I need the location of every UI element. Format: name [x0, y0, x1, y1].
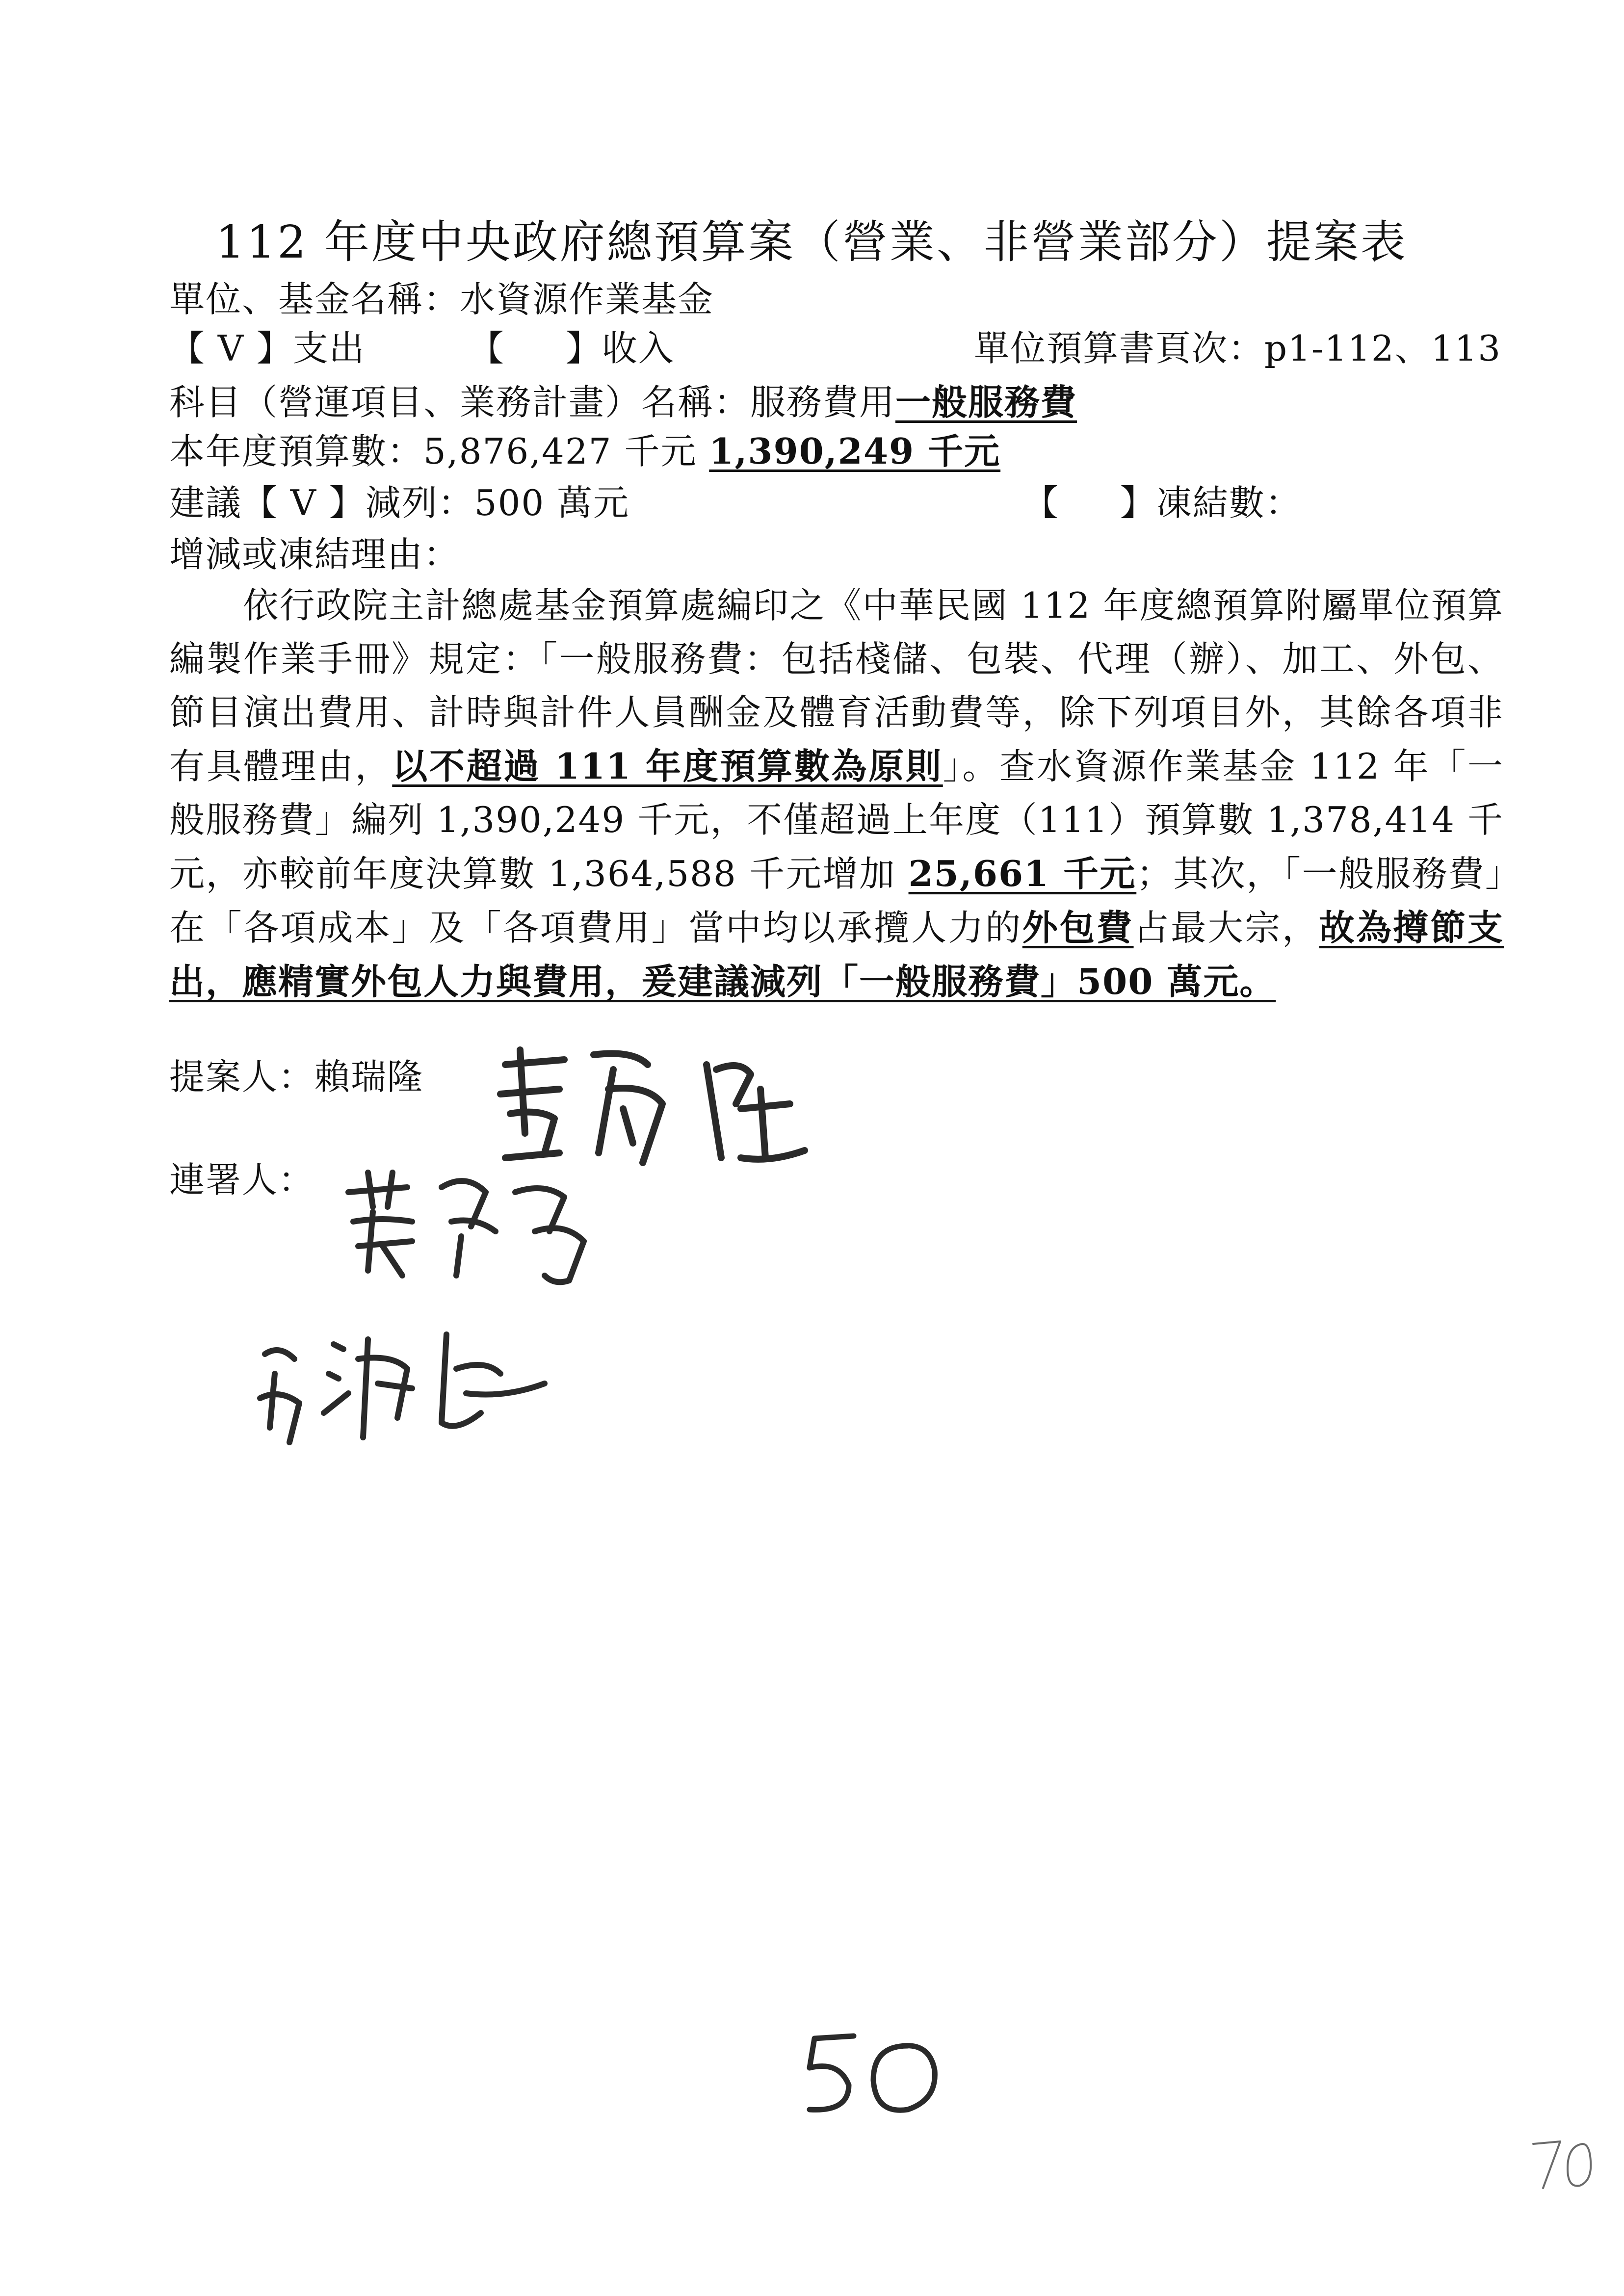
subject-line [169, 380, 1077, 424]
type-row [169, 326, 1504, 370]
cosigner-signature-2 [250, 1315, 564, 1452]
income-checkbox-label: 【 】收入 [469, 328, 675, 369]
reason-paragraph [169, 579, 1504, 1009]
fund-line [169, 277, 714, 321]
reason-text-2: 」。查水資源作業基金 112 年「一般服務費」編列 1,390,249 千元，不僅超過上年度（111）預算數 1,378,414 千元，亦較前年度決算數 1,364,588 千元增加 [169, 746, 1504, 894]
document-title: 112 年度中央政府總預算案（營業、非營業部分）提案表 [216, 216, 1408, 268]
freeze-proposal: 【 】凍結數： [1023, 482, 1302, 523]
budget-label: 本年度預算數：5,876,427 千元 [169, 431, 697, 472]
corner-page-number [1526, 2134, 1599, 2198]
cosigner-signature-1 [339, 1163, 613, 1290]
reason-label: 增減或凍結理由： [169, 534, 460, 575]
proposal-line [169, 481, 1504, 525]
reason-increase: 25,661 千元 [908, 853, 1137, 894]
subject-label: 科目（營運項目、業務計畫）名稱：服務費用 [169, 382, 896, 423]
budget-value: 1,390,249 千元 [709, 430, 1001, 472]
expense-checkbox-label: 【 V 】支出 [169, 328, 366, 369]
subject-value: 一般服務費 [895, 381, 1077, 423]
reason-text-1: 依行政院主計總處基金預算處編印之《中華民國 112 年度總預算附屬單位預算編製作業手冊》規定：「一般服務費：包括棧儲、包裝、代理（辦）、加工、外包、節目演出費用、計時與計件人員酬金及體育活動費等，除下列項目外，其餘各項非有具體理由， [169, 585, 1504, 787]
fund-label: 單位、基金名稱： [169, 279, 460, 320]
cosigner-label: 連署人： [169, 1159, 315, 1200]
page-reference: 單位預算書頁次：p1-112、113 [974, 328, 1502, 369]
proposer-label: 提案人：賴瑞隆 [169, 1056, 424, 1097]
reason-outsourcing: 外包費 [1022, 907, 1134, 948]
fund-value: 水資源作業基金 [460, 279, 714, 320]
reason-principle: 以不超過 111 年度預算數為原則 [392, 745, 943, 787]
handwritten-page-number [795, 2026, 952, 2124]
reason-text-3: ；其次，「一般服務費」在「各項成本」及「各項費用」當中均以承攬人力的 [169, 853, 1504, 948]
reason-text-4: 占最大宗， [1133, 907, 1319, 948]
reason-conclusion: 故為撙節支出，應精實外包人力與費用，爰建議減列「一般服務費」500 萬元。 [169, 907, 1504, 1002]
budget-line [169, 429, 1000, 473]
cut-proposal: 建議【 V 】減列：500 萬元 [169, 482, 630, 523]
